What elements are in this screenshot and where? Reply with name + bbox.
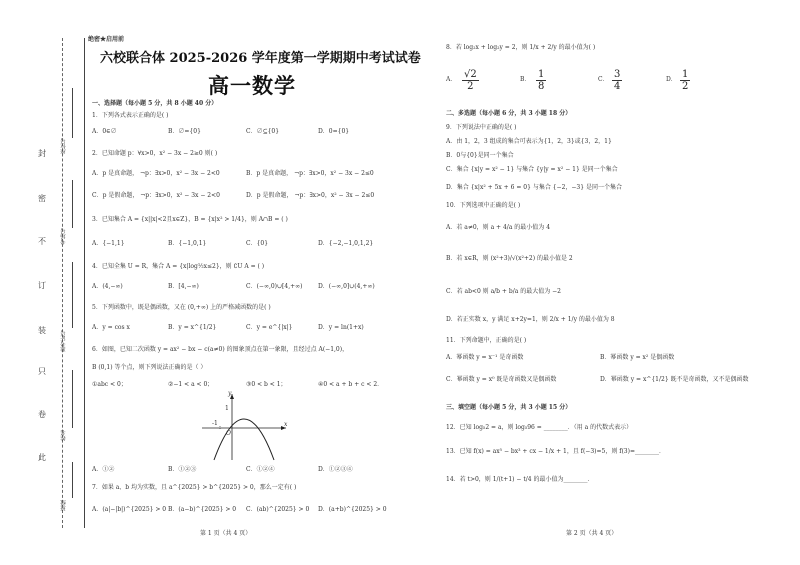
question-7: 7．如果 a、b 均为实数，且 a^{2025} > b^{2025} > 0，那么一定有( ) bbox=[92, 484, 297, 491]
question-1: 1．下列各式表示正确的是( ) bbox=[92, 112, 169, 119]
question-13: 13．已知 f(x) = ax⁵ − bx³ + cx − 1/x + 1，且 f(−3)=5，则 f(3)=________． bbox=[446, 448, 665, 455]
q6-option-a: A．①② bbox=[92, 466, 115, 473]
q8-option-b: B． bbox=[520, 76, 531, 83]
question-10: 10．下列选项中正确的是( ) bbox=[446, 202, 521, 209]
q11-option-a: A．幂函数 y = x⁻¹ 是奇函数 bbox=[446, 354, 524, 361]
q11-option-d: D．幂函数 y = x^{1/2} 既不是奇函数，又不是偶函数 bbox=[600, 376, 749, 383]
section-heading: 二、多选题（每小题 6 分，共 3 小题 18 分） bbox=[446, 110, 572, 117]
class-line bbox=[72, 462, 73, 498]
page-footer-right: 第 2 页（共 4 页） bbox=[566, 530, 618, 537]
room-number-line bbox=[72, 180, 73, 228]
question-14: 14．若 t>0，则 1/(t+1) − t/4 的最小值为________． bbox=[446, 476, 594, 483]
q8-d-denominator: 2 bbox=[682, 81, 689, 92]
q8-c-fraction bbox=[612, 69, 622, 92]
q8-option-d: D． bbox=[666, 76, 677, 83]
subject-title: 高一数学 bbox=[208, 73, 296, 98]
graph-origin-label: O bbox=[226, 430, 231, 437]
q9-option-b: B．0与{0}是同一个集合 bbox=[446, 152, 514, 159]
graph-y-label: y bbox=[228, 390, 232, 397]
q7-option-d: D．(a+b)^{2025} > 0 bbox=[318, 506, 387, 513]
question-8: 8．若 log₂x + log₂y = 2，则 1/x + 2/y 的最小值为( ) bbox=[446, 44, 596, 51]
seat-number-line bbox=[72, 88, 73, 138]
graph-tick-neg: -1 bbox=[212, 420, 218, 427]
q6-option-c: C．①②④ bbox=[246, 466, 275, 473]
q8-a-denominator: 2 bbox=[467, 81, 474, 92]
q11-option-c: C．幂函数 y = x⁰ 既是奇函数又是偶函数 bbox=[446, 376, 557, 383]
q8-a-numerator: √2 bbox=[464, 69, 477, 80]
question-11: 11．下列命题中，正确的是( ) bbox=[446, 337, 527, 344]
question-12: 12．已知 log₅2 = a，则 log₅96 = ________．（用 a 的代数式表示） bbox=[446, 424, 633, 431]
q1-option-a: A．0∈∅ bbox=[92, 128, 117, 135]
seal-char: 密 bbox=[38, 194, 46, 203]
q8-b-denominator: 8 bbox=[538, 81, 545, 92]
class-label: 班级 bbox=[61, 500, 67, 511]
q11-option-b: B．幂函数 y = x² 是偶函数 bbox=[600, 354, 675, 361]
seal-char: 卷 bbox=[38, 410, 46, 419]
question-3: 3．已知集合 A = {x||x|<2且x∈Z}，B = {x|x² > 1/4}，则 A∩B = ( ) bbox=[92, 216, 288, 223]
q7-option-c: C．(ab)^{2025} > 0 bbox=[246, 506, 310, 513]
graph-tick-one: 1 bbox=[225, 405, 229, 412]
seal-char: 只 bbox=[38, 367, 46, 376]
q8-option-a: A． bbox=[446, 76, 457, 83]
q9-option-a: A．由 1，2，3 组成的集合可表示为{1，2，3}或{3，2，1} bbox=[446, 138, 612, 145]
seal-char: 封 bbox=[38, 149, 46, 158]
q8-d-fraction bbox=[680, 69, 690, 92]
q6-statement-1: ①abc < 0； bbox=[92, 381, 127, 388]
q3-option-a: A．{−1,1} bbox=[92, 240, 125, 247]
q1-option-d: D．0={0} bbox=[318, 128, 350, 135]
school-title: 六校联合体 2025-2026 学年度第一学期期中考试试卷 bbox=[100, 51, 421, 66]
q8-b-fraction bbox=[536, 69, 546, 92]
q2-option-b: B．p 是真命题， ¬p：∃x>0，x² − 3x − 2≤0 bbox=[246, 170, 374, 177]
question-6: 6．如图，已知二次函数 y = ax² − bx − c(a≠0) 的图象顶点在第一象限，且经过点 A(−1,0)， bbox=[92, 346, 349, 353]
q4-option-a: A．(4,−∞) bbox=[92, 283, 123, 290]
question-5: 5．下列函数中，既是偶函数，又在 (0,+∞) 上的严格减函数的是( ) bbox=[92, 304, 271, 311]
q9-option-c: C．集合 {x|y = x² − 1} 与集合 {y|y = x² − 1} 是同一个集合 bbox=[446, 166, 618, 173]
binding-line-dashed bbox=[62, 38, 63, 528]
q2-option-c: C．p 是假命题， ¬p：∃x>0，x² − 3x − 2<0 bbox=[92, 192, 220, 199]
exam-id-label: 准考证号 bbox=[61, 330, 67, 352]
question-6-cont: B (0,1) 等个点，则下列说法正确的是（ ） bbox=[92, 364, 207, 371]
q1-option-c: C．∅⊆{0} bbox=[246, 128, 280, 135]
seal-char: 不 bbox=[38, 237, 46, 246]
q10-option-d: D．若正实数 x，y 满足 x+2y=1，则 2/x + 1/y 的最小值为 8 bbox=[446, 316, 615, 323]
binding-line-outer bbox=[84, 38, 85, 528]
page-footer-left: 第 1 页（共 4 页） bbox=[200, 530, 252, 537]
section-heading: 一、选择题（每小题 5 分，共 8 小题 40 分） bbox=[92, 100, 218, 107]
q8-c-numerator: 3 bbox=[614, 69, 621, 80]
q3-option-b: B．{−1,0,1} bbox=[168, 240, 207, 247]
q6-option-d: D．①②③④ bbox=[318, 466, 353, 473]
name-line bbox=[72, 370, 73, 428]
q8-option-c: C． bbox=[598, 76, 609, 83]
section-heading: 三、填空题（每小题 5 分，共 3 小题 15 分） bbox=[446, 404, 572, 411]
q2-option-a: A．p 是真命题， ¬p：∃x>0，x² − 3x − 2<0 bbox=[92, 170, 220, 177]
q5-option-d: D．y = ln(1+x) bbox=[318, 324, 364, 331]
q6-option-b: B．①②③ bbox=[168, 466, 197, 473]
seat-number-label: 座位号 bbox=[61, 138, 67, 155]
q10-option-c: C．若 ab<0 则 a/b + b/a 的最大值为 −2 bbox=[446, 288, 561, 295]
q1-option-b: B．∅={0} bbox=[168, 128, 201, 135]
q5-option-a: A．y = cos x bbox=[92, 324, 130, 331]
q10-option-a: A．若 a≠0，则 a + 4/a 的最小值为 4 bbox=[446, 224, 551, 231]
q6-statement-3: ③0 < b < 1； bbox=[246, 381, 287, 388]
question-2: 2．已知命题 p：∀x>0，x² − 3x − 2≥0 则( ) bbox=[92, 150, 218, 157]
question-9: 9．下列说法中正确的是( ) bbox=[446, 124, 517, 131]
room-number-label: 考场号 bbox=[61, 228, 67, 245]
q2-option-d: D．p 是假命题， ¬p：∃x>0，x² − 3x − 2≤0 bbox=[246, 192, 375, 199]
q6-statement-4: ④0 < a + b + c < 2． bbox=[318, 381, 384, 388]
q3-option-d: D．{−2,−1,0,1,2} bbox=[318, 240, 374, 247]
q9-option-d: D．集合 {x|x² + 5x + 6 = 0} 与集合 {−2，−3} 是同一个集合 bbox=[446, 184, 622, 191]
q5-option-b: B．y = x^{1/2} bbox=[168, 324, 217, 331]
graph-x-label: x bbox=[284, 421, 288, 428]
seal-char: 订 bbox=[38, 281, 46, 290]
q4-option-b: B．[4,−∞) bbox=[168, 283, 199, 290]
seal-char: 此 bbox=[38, 453, 46, 462]
q4-option-c: C．(−∞,0)∪[4,+∞) bbox=[246, 283, 303, 290]
name-label: 姓名 bbox=[61, 430, 67, 441]
q5-option-c: C．y = e^{|x|} bbox=[246, 324, 293, 331]
q10-option-b: B．若 x∈R，则 (x²+3)/√(x²+2) 的最小值是 2 bbox=[446, 255, 573, 262]
q4-option-d: D．(−∞,0]∪(4,+∞) bbox=[318, 283, 375, 290]
exam-id-line bbox=[72, 262, 73, 328]
question-4: 4．已知全集 U = R，集合 A = {x|log½x≤2}，则 ∁U A = ( ) bbox=[92, 263, 265, 270]
q7-option-b: B．(a−b)^{2025} > 0 bbox=[168, 506, 237, 513]
q8-a-fraction bbox=[462, 69, 479, 92]
secret-label: 绝密★启用前 bbox=[88, 36, 125, 43]
q8-b-numerator: 1 bbox=[538, 69, 545, 80]
q8-c-denominator: 4 bbox=[614, 81, 621, 92]
q8-d-numerator: 1 bbox=[682, 69, 689, 80]
q7-option-a: A．(a|−|b|)^{2025} > 0 bbox=[92, 506, 167, 513]
seal-char: 装 bbox=[38, 326, 46, 335]
q6-statement-2: ②−1 < a < 0； bbox=[168, 381, 214, 388]
q3-option-c: C．{0} bbox=[246, 240, 269, 247]
